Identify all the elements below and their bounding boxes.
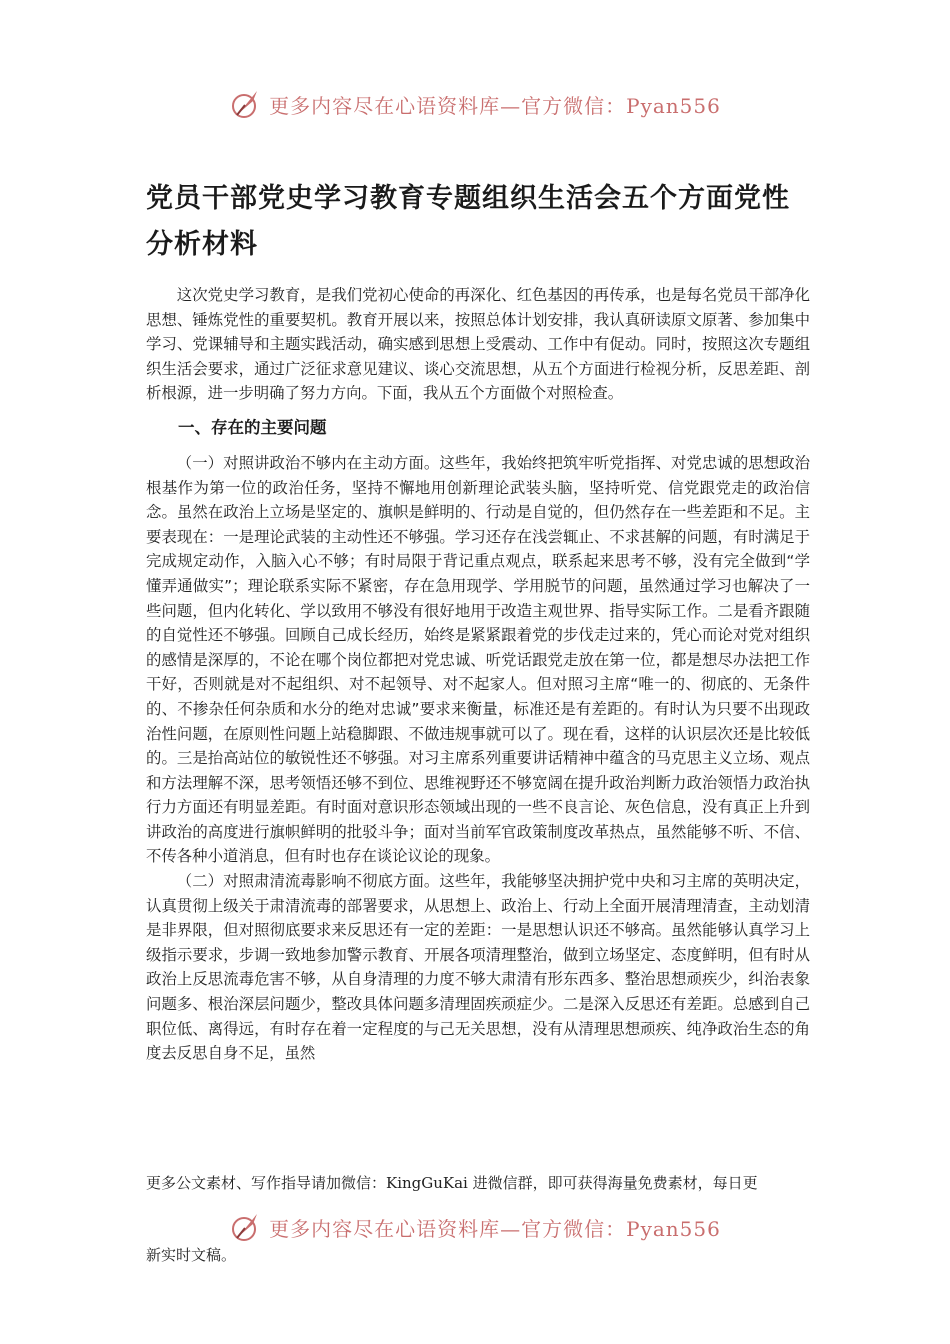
footer-watermark-banner [0, 1207, 950, 1247]
footer-promo-line: 更多公文素材、写作指导请加微信：KingGuKai 进微信群，即可获得海量免费素材，每日更 [146, 1174, 758, 1192]
quill-logo-icon [229, 1210, 263, 1244]
paragraph-2: （二）对照肃清流毒影响不彻底方面。这些年，我能够坚决拥护党中央和习主席的英明决定，认真贯彻上级关于肃清流毒的部署要求，从思想上、政治上、行动上全面开展清理清查，主动划清是非界限，但对照彻底要求来反思还有一定的差距：一是思想认识还不够高。虽然能够认真学习上级指示要求，步调一致地参加警示教育、开展各项清理整治，做到立场坚定、态度鲜明，但有时从政治上反思流毒危害不够，从自身清理的力度不够大肃清有形东西多、整治思想顽疾少，纠治表象问题多、根治深层问题少，整改具体问题多清理固疾顽症少。二是深入反思还有差距。总感到自己职位低、离得远，有时存在着一定程度的与己无关思想，没有从清理思想顽疾、纯净政治生态的角度去反思自身不足，虽然 [146, 872, 810, 1063]
quill-logo-icon [229, 87, 263, 121]
header-watermark-banner [0, 84, 950, 124]
banner-text: 更多内容尽在心语资料库—官方微信：Pyan556 [269, 1216, 721, 1241]
document-body [146, 283, 810, 1066]
section-heading: 一、存在的主要问题 [178, 417, 327, 437]
intro-paragraph: 这次党史学习教育，是我们党初心使命的再深化、红色基因的再传承，也是每名党员干部净化思想、锤炼党性的重要契机。教育开展以来，按照总体计划安排，我认真研读原文原著、参加集中学习、党课辅导和主题实践活动，确实感到思想上受震动、工作中有促动。同时，按照这次专题组织生活会要求，通过广泛征求意见建议、谈心交流思想，从五个方面进行检视分析，反思差距、剖析根源，进一步明确了努力方向。下面，我从五个方面做个对照检查。 [146, 286, 810, 403]
footer-promo-tail: 新实时文稿。 [146, 1246, 237, 1264]
document-title: 党员干部党史学习教育专题组织生活会五个方面党性分析材料 [146, 183, 790, 260]
banner-text: 更多内容尽在心语资料库—官方微信：Pyan556 [269, 93, 721, 118]
paragraph-1: （一）对照讲政治不够内在主动方面。这些年，我始终把筑牢听党指挥、对党忠诚的思想政治根基作为第一位的政治任务，坚持不懈地用创新理论武装头脑，坚持听党、信党跟党走的政治信念。虽然在政治上立场是坚定的、旗帜是鲜明的、行动是自觉的，但仍然存在一些差距和不足。主要表现在：一是理论武装的主动性还不够强。学习还存在浅尝辄止、不求甚解的问题，有时满足于完成规定动作，入脑入心不够；有时局限于背记重点观点，联系起来思考不够，没有完全做到“学懂弄通做实”；理论联系实际不紧密，存在急用现学、学用脱节的问题，虽然通过学习也解决了一些问题，但内化转化、学以致用不够没有很好地用于改造主观世界、指导实际工作。二是看齐跟随的自觉性还不够强。回顾自己成长经历，始终是紧紧跟着党的步伐走过来的，凭心而论对党对组织的感情是深厚的，不论在哪个岗位都把对党忠诚、听党话跟党走放在第一位，都是想尽办法把工作干好，否则就是对不起组织、对不起领导、对不起家人。但对照习主席“唯一的、彻底的、无条件的、不掺杂任何杂质和水分的绝对忠诚”要求来衡量，标准还是有差距的。有时认为只要不出现政治性问题，在原则性问题上站稳脚跟、不做违规事就可以了。现在看，这样的认识层次还是比较低的。三是抬高站位的敏锐性还不够强。对习主席系列重要讲话精神中蕴含的马克思主义立场、观点和方法理解不深，思考领悟还够不到位、思维视野还不够宽阔在提升政治判断力政治领悟力政治执行力方面还有明显差距。有时面对意识形态领域出现的一些不良言论、灰色信息，没有真正上升到讲政治的高度进行旗帜鲜明的批驳斗争；面对当前军官政策制度改革热点，虽然能够不听、不信、不传各种小道消息，但有时也存在谈论议论的现象。 [146, 453, 810, 866]
